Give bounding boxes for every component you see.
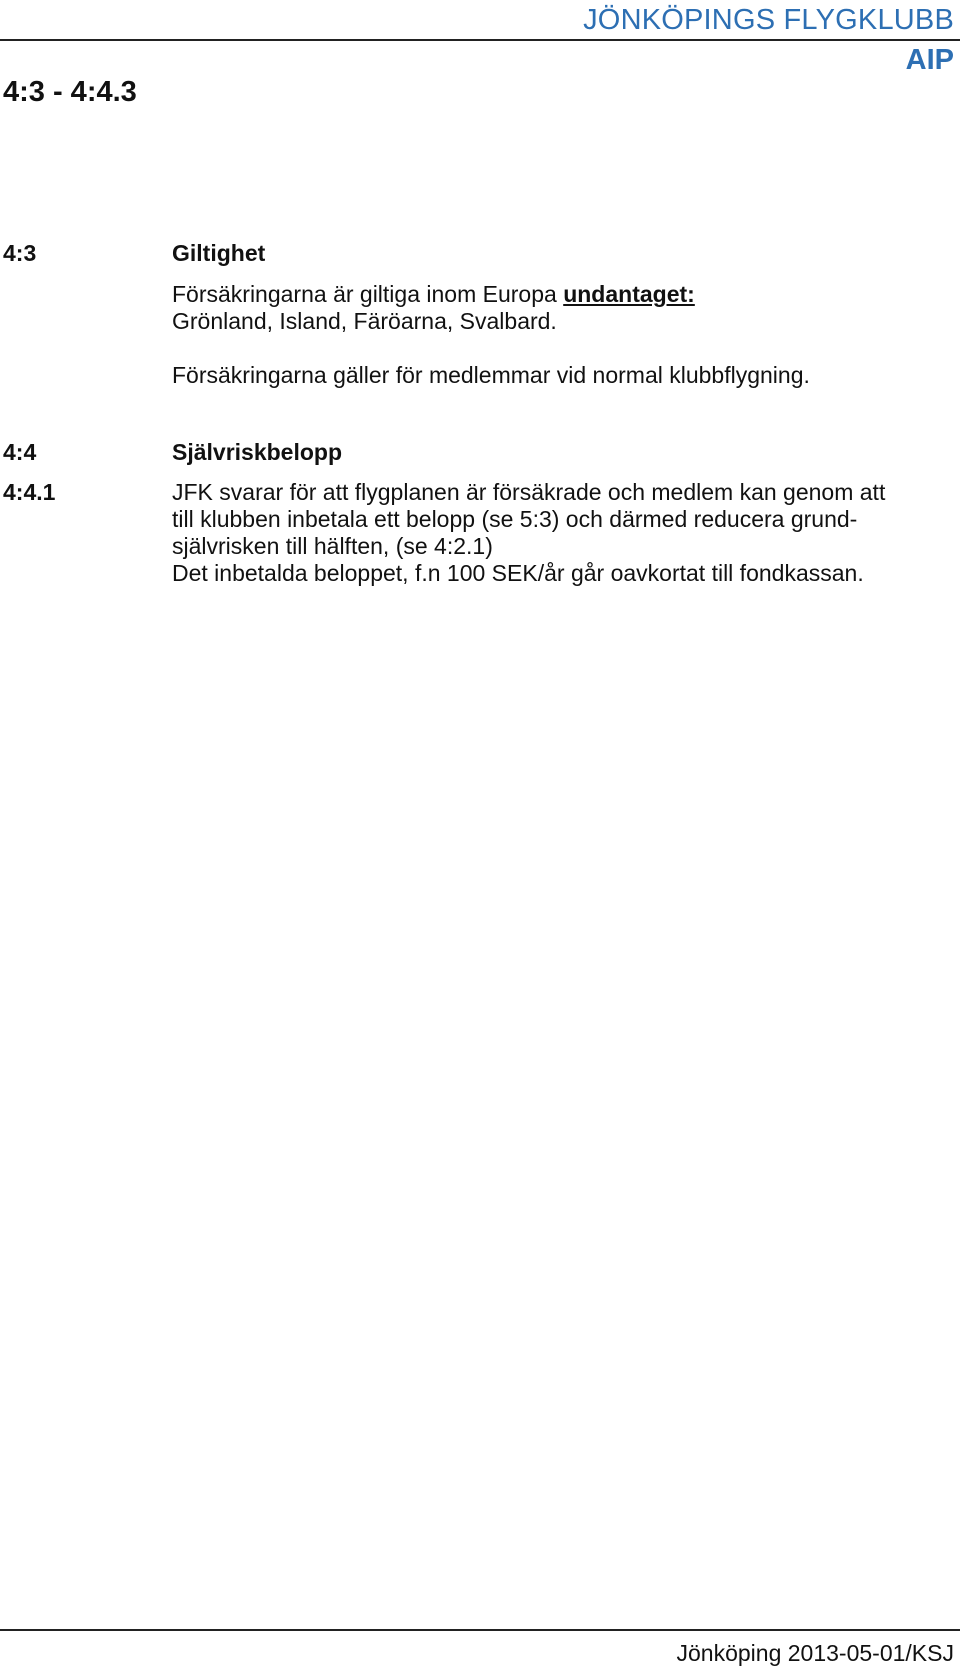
page-range: 4:3 - 4:4.3 (3, 76, 137, 108)
document-code: AIP (905, 44, 954, 76)
membership-paragraph: Försäkringarna gäller för medlemmar vid normal klubbflygning. (172, 362, 810, 388)
validity-line-1-text: Försäkringarna är giltiga inom Europa (172, 281, 564, 307)
section-number-4-4-1: 4:4.1 (3, 479, 56, 505)
footer-date-signature: Jönköping 2013-05-01/KSJ (676, 1640, 954, 1666)
deductible-paragraph (172, 479, 885, 587)
validity-line-1 (172, 281, 695, 308)
deductible-line-3: självrisken till hälften, (se 4:2.1) (172, 533, 493, 559)
deductible-line-1: JFK svarar för att flygplanen är försäkrade och medlem kan genom att (172, 479, 886, 505)
validity-paragraph (172, 281, 695, 335)
header-divider (0, 39, 960, 41)
validity-line-2: Grönland, Island, Färöarna, Svalbard. (172, 308, 557, 334)
club-name: JÖNKÖPINGS FLYGKLUBB (583, 4, 954, 36)
deductible-line-2: till klubben inbetala ett belopp (se 5:3) och därmed reducera grund- (172, 506, 858, 532)
section-title-sjalvriskbelopp: Självriskbelopp (172, 439, 343, 465)
section-number-4-3: 4:3 (3, 240, 37, 266)
footer-divider (0, 1629, 960, 1631)
exception-keyword: undantaget: (563, 281, 695, 307)
section-title-giltighet: Giltighet (172, 240, 266, 266)
section-number-4-4: 4:4 (3, 439, 37, 465)
deductible-line-4: Det inbetalda beloppet, f.n 100 SEK/år går oavkortat till fondkassan. (172, 560, 864, 586)
